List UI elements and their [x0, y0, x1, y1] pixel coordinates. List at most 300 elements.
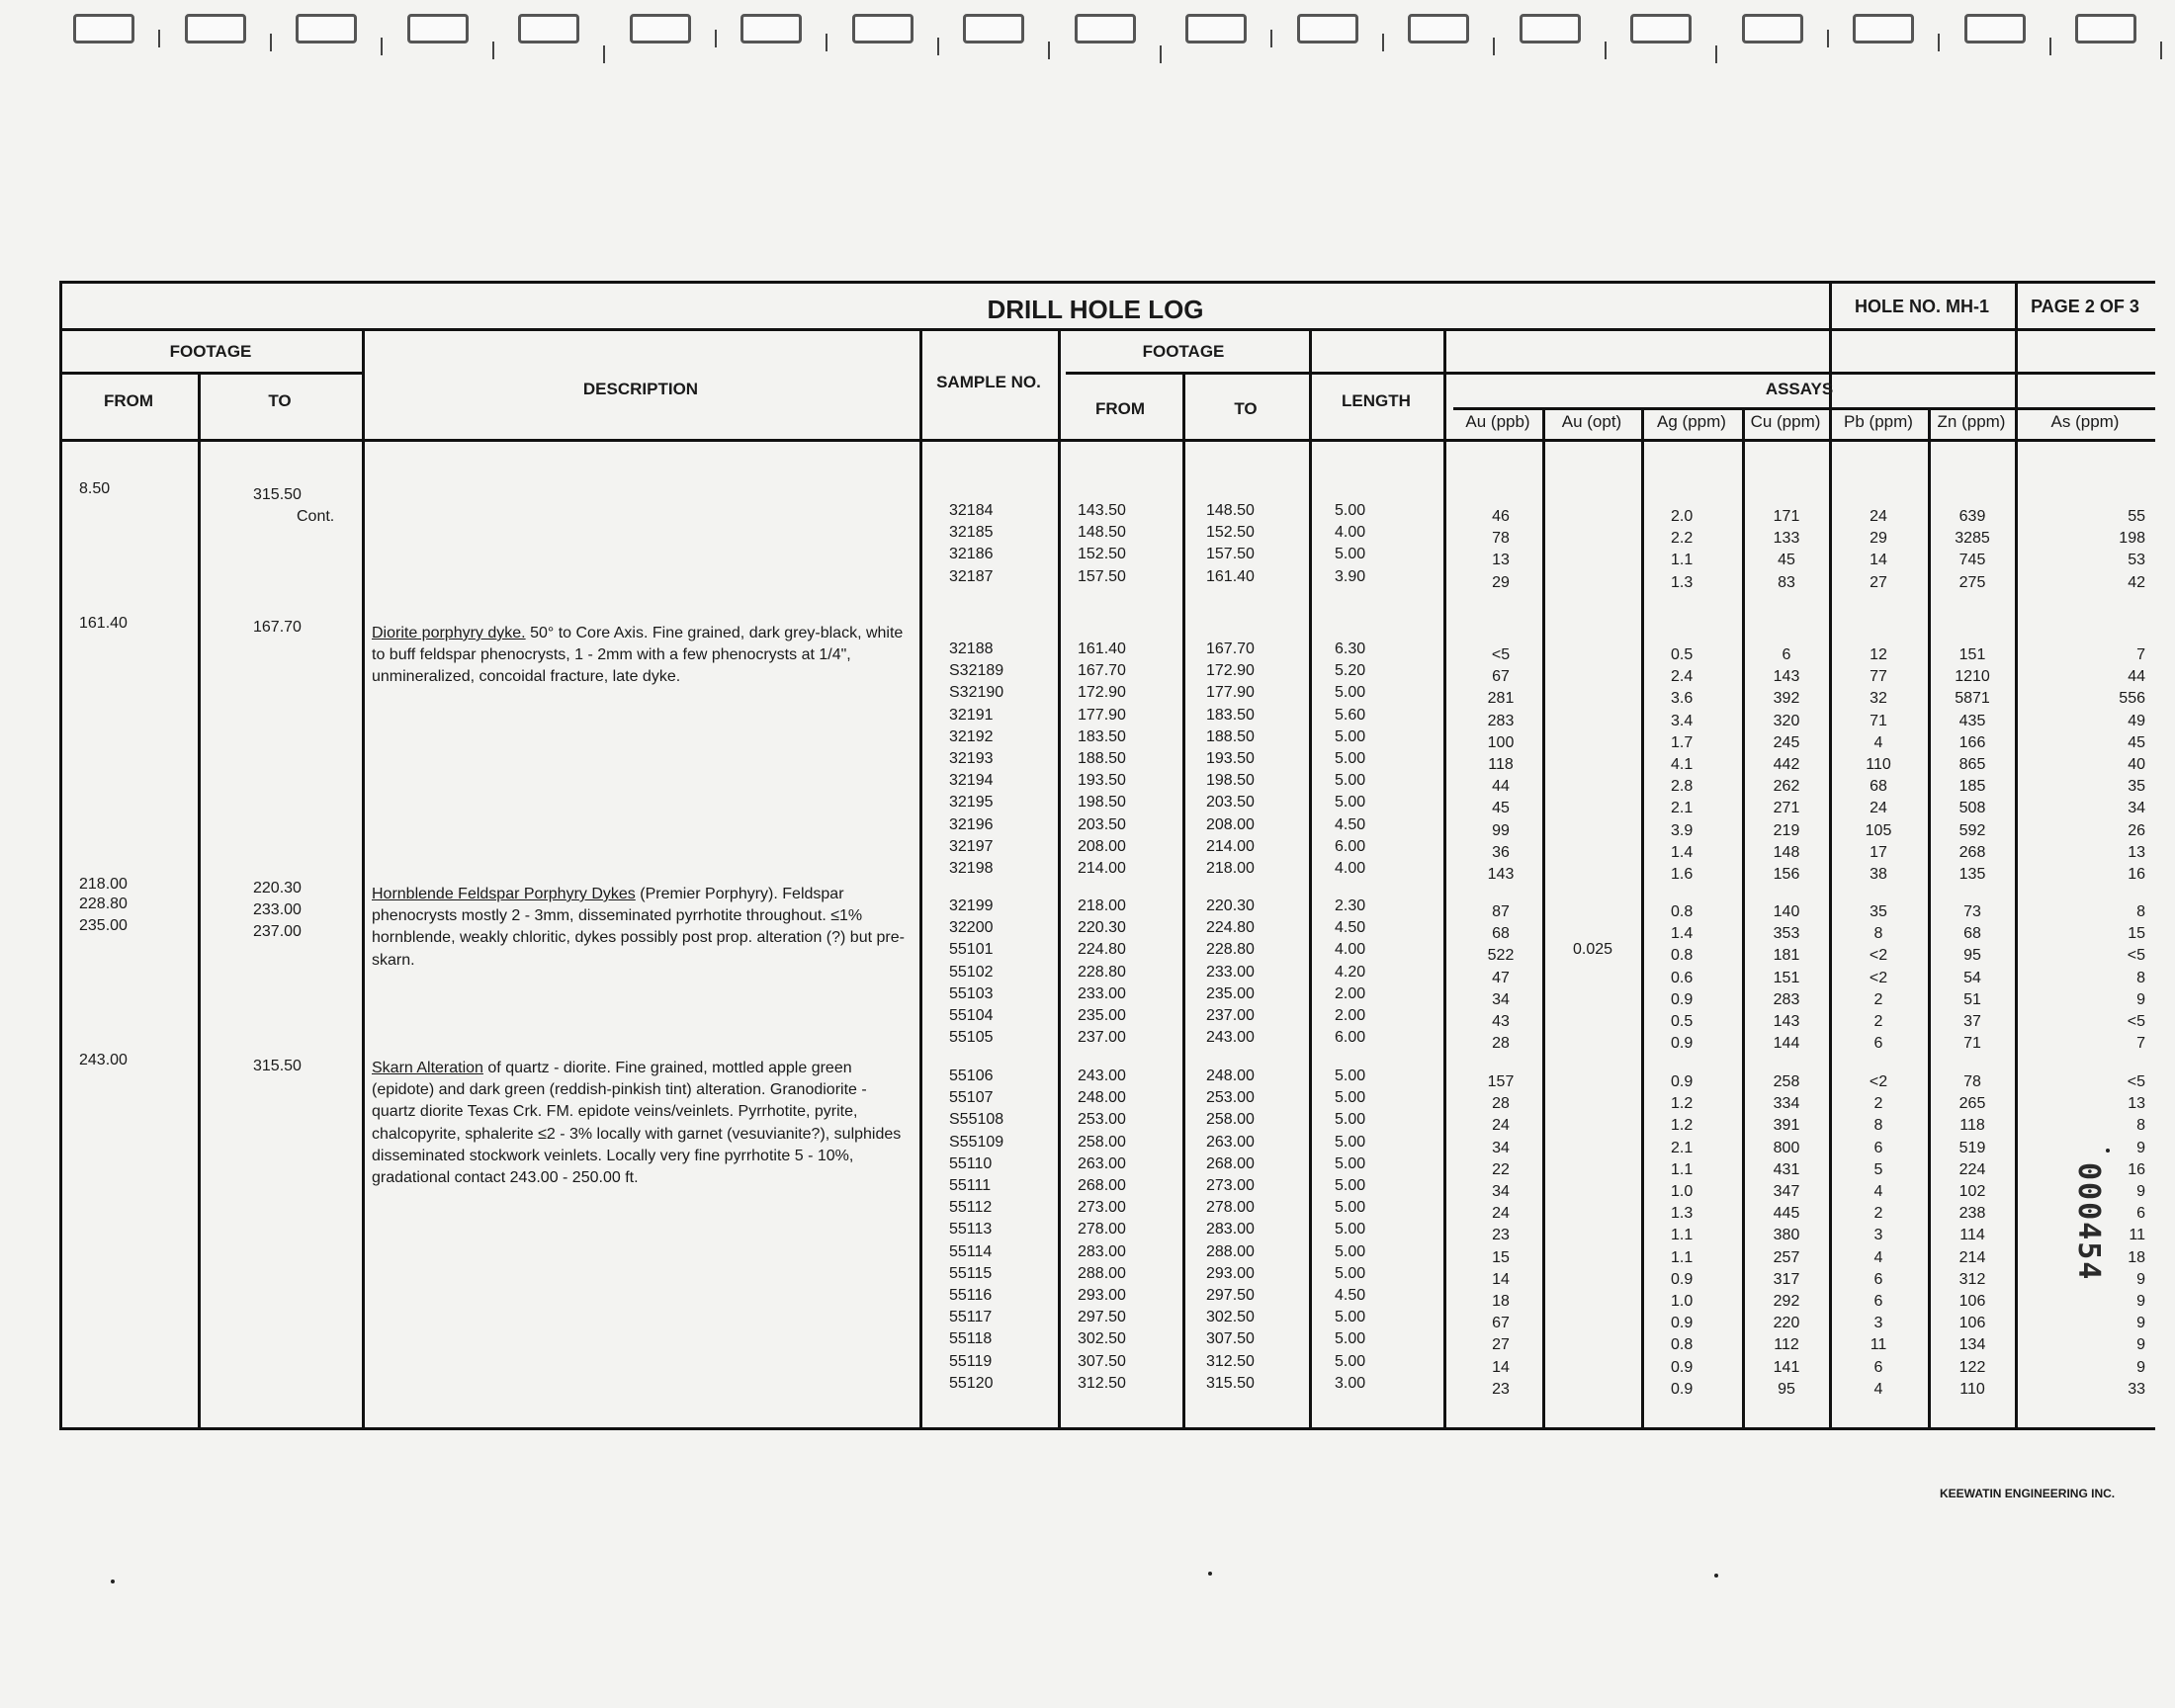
from-header: FROM [103, 391, 154, 410]
sample-as-cell: 16 [2128, 866, 2145, 883]
sample-to-cell: 258.00 [1206, 1111, 1255, 1129]
sample-as-cell: 33 [2128, 1380, 2145, 1398]
punch-hole [1630, 14, 1692, 43]
sample-len-cell: 6.30 [1335, 640, 1366, 657]
sample-cu-cell: 320 [1773, 712, 1800, 729]
sample-ag-cell: 1.4 [1671, 843, 1694, 861]
sample-to-cell: 248.00 [1206, 1068, 1255, 1084]
sample-cu-cell: 45 [1778, 552, 1795, 569]
sample-as-cell: 49 [2128, 712, 2145, 729]
sample-no-cell: 32191 [949, 706, 994, 724]
sample-no-cell: 55117 [949, 1309, 993, 1326]
cu-ppm-header: Cu (ppm) [1750, 412, 1821, 431]
sample-to-cell: 188.50 [1206, 727, 1255, 745]
sample-pb-cell: 12 [1870, 646, 1887, 663]
binder-punch-holes [0, 0, 2175, 79]
sample-no-cell: 32200 [949, 919, 994, 937]
sample-to-cell: 218.00 [1206, 860, 1255, 877]
punch-hole [1853, 14, 1914, 43]
interval-from: 8.50 [79, 480, 111, 497]
sample-ag-cell: 0.9 [1671, 1315, 1694, 1332]
sample-to-cell: 233.00 [1206, 963, 1255, 981]
sample-cu-cell: 143 [1773, 1013, 1800, 1030]
sample-no-cell: 55113 [949, 1221, 993, 1238]
sample-as-cell: 9 [2136, 1336, 2145, 1354]
sample-as-cell: 40 [2128, 756, 2145, 773]
sample-pb-cell: 27 [1870, 573, 1887, 591]
sample-as-cell: <5 [2127, 947, 2145, 965]
sample-zn-cell: 102 [1958, 1183, 1986, 1200]
sample-cu-cell: 257 [1773, 1248, 1800, 1266]
sample-au-cell: 67 [1492, 1315, 1510, 1332]
sample-au-cell: 34 [1492, 1183, 1510, 1200]
description-skarn [372, 1058, 911, 1189]
sample-no-cell: 55105 [949, 1029, 994, 1047]
sample-zn-cell: 639 [1958, 508, 1986, 525]
sample-pb-cell: 35 [1870, 903, 1887, 920]
sample-ag-cell: 0.9 [1671, 1035, 1694, 1053]
sample-au-cell: <5 [1491, 646, 1511, 663]
sample-cu-cell: 171 [1773, 508, 1800, 525]
sample-from-cell: 157.50 [1078, 567, 1126, 585]
punch-tick [1715, 45, 1717, 63]
scan-speck [1208, 1572, 1212, 1576]
sample-cu-cell: 143 [1773, 668, 1800, 686]
punch-hole [1075, 14, 1136, 43]
sample-len-cell: 3.90 [1335, 567, 1366, 585]
sample-from-cell: 220.30 [1078, 919, 1126, 937]
sample-ag-cell: 1.0 [1671, 1293, 1694, 1310]
sample-au-cell: 100 [1487, 733, 1515, 751]
sample-from-cell: 177.90 [1078, 706, 1126, 724]
sample-cu-cell: 380 [1773, 1227, 1800, 1244]
sample-ag-cell: 1.2 [1671, 1095, 1694, 1113]
sample-pb-cell: 24 [1870, 508, 1887, 525]
sample-zn-cell: 1210 [1955, 668, 1990, 686]
sample-cu-cell: 156 [1773, 866, 1800, 883]
sample-cu-cell: 133 [1773, 530, 1800, 548]
sample-to-cell: 183.50 [1206, 706, 1255, 724]
sample-as-cell: 556 [2119, 690, 2145, 708]
sample-zn-cell: 110 [1959, 1380, 1985, 1398]
sample-zn-cell: 435 [1958, 712, 1986, 729]
sample-no-cell: S55109 [949, 1133, 1004, 1151]
sample-ag-cell: 1.3 [1671, 1205, 1694, 1223]
sample-to-cell: 307.50 [1206, 1330, 1255, 1348]
sample-len-cell: 2.00 [1335, 984, 1366, 1002]
sample-from-cell: 237.00 [1078, 1029, 1126, 1047]
sample-pb-cell: 4 [1873, 733, 1883, 751]
sample-cu-cell: 271 [1773, 800, 1800, 817]
ag-ppm-header: Ag (ppm) [1657, 412, 1726, 431]
sample-len-cell: 3.00 [1335, 1374, 1366, 1392]
sample-pb-cell: 4 [1873, 1183, 1883, 1200]
sample-as-cell: 53 [2128, 552, 2145, 569]
punch-hole [852, 14, 914, 43]
sample-len-cell: 2.00 [1335, 1007, 1366, 1024]
sample-cu-cell: 334 [1773, 1095, 1800, 1113]
punch-tick [2049, 38, 2051, 55]
sample-to-cell: 148.50 [1206, 502, 1255, 519]
sample-len-cell: 5.00 [1335, 1111, 1366, 1129]
sample-pb-cell: 32 [1870, 690, 1887, 708]
sample-as-cell: 16 [2128, 1160, 2145, 1178]
sample-len-cell: 5.00 [1335, 750, 1366, 767]
scan-speck [2106, 1149, 2110, 1153]
sample-au-cell: 78 [1492, 530, 1510, 548]
sample-opt-cell: 0.025 [1572, 941, 1613, 959]
sample-from-cell: 283.00 [1078, 1242, 1126, 1260]
sample-zn-cell: 78 [1963, 1073, 1981, 1090]
sample-zn-cell: 166 [1958, 733, 1986, 751]
description-diorite [372, 623, 911, 689]
page-number: PAGE 2 OF 3 [2031, 297, 2139, 316]
sample-zn-cell: 5871 [1955, 690, 1990, 708]
interval-from: 228.80 [79, 896, 128, 912]
sample-au-cell: 13 [1492, 552, 1510, 569]
sample-au-cell: 24 [1492, 1117, 1510, 1135]
sample-no-cell: 32184 [949, 502, 994, 519]
punch-tick [1382, 34, 1384, 51]
sample-len-cell: 5.20 [1335, 662, 1366, 680]
sample-cu-cell: 292 [1773, 1293, 1800, 1310]
punch-hole [1297, 14, 1358, 43]
punch-hole [2075, 14, 2136, 43]
sample-zn-cell: 519 [1958, 1139, 1986, 1156]
sample-from-cell: 288.00 [1078, 1264, 1126, 1282]
sample-to-cell: 283.00 [1206, 1221, 1255, 1238]
punch-tick [603, 45, 605, 63]
sample-au-cell: 522 [1487, 947, 1515, 965]
punch-hole [296, 14, 357, 43]
punch-tick [1493, 38, 1495, 55]
sample-au-cell: 157 [1487, 1073, 1515, 1090]
sample-to-cell: 161.40 [1206, 567, 1255, 585]
interval-from: 243.00 [79, 1052, 128, 1068]
sample-len-cell: 4.50 [1335, 919, 1366, 937]
sample-to-cell: 214.00 [1206, 837, 1255, 855]
sample-no-cell: 55104 [949, 1007, 994, 1024]
sample-len-cell: 5.00 [1335, 1154, 1366, 1172]
sample-as-cell: 55 [2128, 508, 2145, 525]
sample-cu-cell: 283 [1773, 990, 1800, 1008]
sample-cu-cell: 83 [1778, 573, 1795, 591]
sample-au-cell: 28 [1492, 1035, 1510, 1053]
sample-from-cell: 148.50 [1078, 524, 1126, 542]
sample-no-cell: 55119 [949, 1352, 993, 1370]
sample-zn-cell: 134 [1958, 1336, 1986, 1354]
sample-to-cell: 273.00 [1206, 1177, 1255, 1194]
sample-zn-cell: 592 [1958, 821, 1986, 839]
log-title: DRILL HOLE LOG [987, 295, 1204, 324]
sample-zn-cell: 71 [1963, 1035, 1981, 1053]
sample-to-cell: 253.00 [1206, 1089, 1255, 1107]
sample-pb-cell: <2 [1869, 969, 1888, 986]
sample-no-cell: S32190 [949, 684, 1004, 702]
pb-ppm-header: Pb (ppm) [1844, 412, 1913, 431]
zn-ppm-header: Zn (ppm) [1937, 412, 2006, 431]
sample-no-cell: 32198 [949, 860, 994, 877]
sample-no-cell: 32195 [949, 794, 994, 811]
sample-len-cell: 6.00 [1335, 1029, 1366, 1047]
sample-as-cell: 11 [2129, 1227, 2145, 1244]
sample-len-cell: 5.00 [1335, 1221, 1366, 1238]
sample-no-cell: 32193 [949, 750, 994, 767]
sample-no-cell: 55112 [949, 1199, 993, 1217]
sample-cu-cell: 353 [1773, 925, 1800, 943]
sample-to-cell: 278.00 [1206, 1199, 1255, 1217]
sample-len-cell: 5.00 [1335, 1089, 1366, 1107]
sample-to-cell: 312.50 [1206, 1352, 1255, 1370]
sample-to-cell: 243.00 [1206, 1029, 1255, 1047]
interval-continued: Cont. [297, 508, 335, 525]
sample-cu-cell: 800 [1773, 1139, 1800, 1156]
sample-zn-cell: 118 [1959, 1117, 1985, 1135]
punch-tick [1048, 42, 1050, 59]
sample-to-cell: 263.00 [1206, 1133, 1255, 1151]
punch-hole [185, 14, 246, 43]
sample-zn-cell: 68 [1963, 925, 1981, 943]
sample-ag-cell: 0.9 [1671, 1270, 1694, 1288]
sample-pb-cell: 11 [1870, 1336, 1887, 1354]
punch-hole [630, 14, 691, 43]
sample-ag-cell: 3.9 [1671, 821, 1694, 839]
au-opt-header: Au (opt) [1561, 412, 1622, 431]
sample-zn-cell: 114 [1959, 1227, 1985, 1244]
sample-len-cell: 5.00 [1335, 727, 1366, 745]
sample-no-cell: 55107 [949, 1089, 994, 1107]
sample-pb-cell: 8 [1873, 1117, 1883, 1135]
sample-len-cell: 5.00 [1335, 684, 1366, 702]
punch-hole [1408, 14, 1469, 43]
punch-tick [158, 30, 160, 47]
sample-as-cell: 8 [2136, 969, 2145, 986]
sample-cu-cell: 391 [1773, 1117, 1800, 1135]
sample-zn-cell: 122 [1958, 1358, 1986, 1376]
au-ppb-header: Au (ppb) [1465, 412, 1530, 431]
sample-len-cell: 2.30 [1335, 897, 1366, 914]
sample-zn-cell: 745 [1958, 552, 1986, 569]
sample-ag-cell: 1.4 [1671, 925, 1694, 943]
sample-zn-cell: 312 [1958, 1270, 1986, 1288]
sample-pb-cell: 6 [1873, 1139, 1883, 1156]
sample-pb-cell: 68 [1870, 778, 1887, 796]
sample-len-cell: 5.00 [1335, 546, 1366, 563]
description-text: (Premier Porphyry). Feldspar phenocrysts mostly 2 - 3mm, disseminated pyrrhotite throughout. ≤1% hornblende, weakly chloritic, dykes possibly post prop. alteration (?) but pre-skarn. [372, 886, 905, 969]
sample-len-cell: 4.50 [1335, 1287, 1366, 1304]
sample-from-cell: 224.80 [1078, 941, 1126, 959]
sample-len-cell: 5.00 [1335, 502, 1366, 519]
sample-to-cell: 198.50 [1206, 772, 1255, 790]
description-heading: Hornblende Feldspar Porphyry Dykes [372, 886, 636, 902]
sample-cu-cell: 445 [1773, 1205, 1800, 1223]
sample-as-cell: 44 [2128, 668, 2145, 686]
sample-as-cell: 42 [2128, 573, 2145, 591]
sample-from-cell: 278.00 [1078, 1221, 1126, 1238]
sample-len-cell: 5.00 [1335, 1309, 1366, 1326]
sample-au-cell: 22 [1492, 1160, 1510, 1178]
sample-zn-cell: 106 [1958, 1293, 1986, 1310]
sample-zn-cell: 135 [1958, 866, 1986, 883]
sample-cu-cell: 181 [1773, 947, 1800, 965]
sample-pb-cell: 105 [1865, 821, 1892, 839]
sample-from-cell: 273.00 [1078, 1199, 1126, 1217]
sample-pb-cell: 24 [1870, 800, 1887, 817]
sample-au-cell: 283 [1487, 712, 1515, 729]
sample-to-cell: 167.70 [1206, 640, 1255, 657]
sample-zn-cell: 865 [1958, 756, 1986, 773]
sample-ag-cell: 0.9 [1671, 990, 1694, 1008]
sample-pb-cell: 29 [1870, 530, 1887, 548]
sample-zn-cell: 3285 [1955, 530, 1990, 548]
sample-to-cell: 177.90 [1206, 684, 1255, 702]
sample-to-cell: 203.50 [1206, 794, 1255, 811]
sample-ag-cell: 2.2 [1671, 530, 1694, 548]
sample-ag-cell: 1.1 [1671, 552, 1694, 569]
sample-ag-cell: 0.5 [1671, 1013, 1694, 1030]
sample-from-cell: 167.70 [1078, 662, 1126, 680]
sample-pb-cell: <2 [1869, 1073, 1888, 1090]
sample-to-cell: 297.50 [1206, 1287, 1255, 1304]
punch-tick [715, 30, 717, 47]
sample-pb-cell: 2 [1873, 1205, 1883, 1223]
punch-tick [1270, 30, 1272, 47]
sample-ag-cell: 0.9 [1671, 1380, 1694, 1398]
sample-from-cell: 193.50 [1078, 772, 1126, 790]
sample-au-cell: 14 [1492, 1270, 1510, 1288]
sample-pb-cell: <2 [1869, 947, 1888, 965]
description-heading: Skarn Alteration [372, 1060, 483, 1076]
sample-cu-cell: 442 [1773, 756, 1800, 773]
sample-no-cell: 55115 [949, 1264, 993, 1282]
description-text: 50° to Core Axis. Fine grained, dark grey-black, white to buff feldspar phenocrysts, 1 - 2mm with a few phenocrysts at 1/4", unmineralized, concoidal fracture, late dyke. [372, 625, 904, 686]
sample-zn-cell: 508 [1958, 800, 1986, 817]
sample-to-cell: 237.00 [1206, 1007, 1255, 1024]
description-heading: Diorite porphyry dyke. [372, 625, 526, 641]
sample-ag-cell: 3.4 [1671, 712, 1694, 729]
sample-from-cell: 203.50 [1078, 815, 1126, 833]
sample-zn-cell: 224 [1958, 1160, 1986, 1178]
punch-tick [826, 34, 827, 51]
sample-zn-cell: 214 [1958, 1248, 1986, 1266]
sample-pb-cell: 3 [1873, 1315, 1883, 1332]
sample-len-cell: 5.00 [1335, 794, 1366, 811]
sample-au-cell: 67 [1492, 668, 1510, 686]
sample-ag-cell: 0.8 [1671, 903, 1694, 920]
sample-as-cell: 35 [2128, 778, 2145, 796]
sample-pb-cell: 71 [1870, 712, 1887, 729]
sample-pb-cell: 6 [1873, 1270, 1883, 1288]
sample-as-cell: 18 [2128, 1248, 2145, 1266]
sample-zn-cell: 275 [1958, 573, 1986, 591]
punch-tick [1938, 34, 1940, 51]
sample-from-cell: 198.50 [1078, 794, 1126, 811]
sample-from-cell: 307.50 [1078, 1352, 1126, 1370]
punch-hole [1185, 14, 1247, 43]
sample-ag-cell: 1.1 [1671, 1248, 1694, 1266]
interval-to: 315.50 [253, 486, 302, 503]
sample-no-cell: S55108 [949, 1111, 1004, 1129]
sample-no-cell: 55110 [949, 1154, 993, 1172]
interval-to: 233.00 [253, 901, 302, 918]
punch-hole [73, 14, 134, 43]
punch-tick [270, 34, 272, 51]
sample-zn-cell: 106 [1958, 1315, 1986, 1332]
sample-cu-cell: 220 [1773, 1315, 1800, 1332]
sample-to-cell: 172.90 [1206, 662, 1255, 680]
sample-from-cell: 235.00 [1078, 1007, 1126, 1024]
punch-tick [2160, 42, 2162, 59]
sample-zn-cell: 151 [1958, 646, 1986, 663]
sample-au-cell: 143 [1487, 866, 1515, 883]
interval-from: 161.40 [79, 615, 128, 632]
description-text: of quartz - diorite. Fine grained, mottled apple green (epidote) and dark green (reddish-pinkish tint) alteration. Granodiorite - quartz diorite Texas Crk. FM. epidote veins/veinlets. Pyrrhotite, pyrite, chalcopyrite, sphalerite ≤2 - 3% locally with garnet (vesuvianite?), sulphides disseminated stockwork veinlets. Locally very fine pyrrhotite 5 - 10%, gradational contact 243.00 - 250.00 ft. [372, 1060, 902, 1187]
sample-len-cell: 5.60 [1335, 706, 1366, 724]
punch-tick [1827, 30, 1829, 47]
punch-hole [407, 14, 469, 43]
sample-au-cell: 23 [1492, 1380, 1510, 1398]
sample-ag-cell: 1.3 [1671, 573, 1694, 591]
interval-from: 235.00 [79, 917, 128, 934]
drill-hole-log-sheet [59, 281, 2155, 1427]
sample-len-cell: 5.00 [1335, 1352, 1366, 1370]
sample-from-cell: 233.00 [1078, 984, 1126, 1002]
sample-no-cell: 55114 [949, 1242, 993, 1260]
sample-ag-cell: 1.1 [1671, 1227, 1694, 1244]
sample-as-cell: 15 [2128, 925, 2145, 943]
sample-no-cell: 32186 [949, 546, 994, 563]
sample-cu-cell: 431 [1773, 1160, 1800, 1178]
sample-as-cell: 7 [2136, 646, 2145, 663]
interval-to: 220.30 [253, 880, 302, 897]
sample-to-cell: 293.00 [1206, 1264, 1255, 1282]
sample-len-cell: 5.00 [1335, 772, 1366, 790]
sample-au-cell: 118 [1488, 756, 1514, 773]
sample-from-cell: 208.00 [1078, 837, 1126, 855]
sample-pb-cell: 5 [1873, 1160, 1883, 1178]
sample-as-cell: 9 [2136, 1183, 2145, 1200]
sample-au-cell: 68 [1492, 925, 1510, 943]
sample-to-cell: 220.30 [1206, 897, 1255, 914]
sample-no-cell: 55118 [949, 1330, 993, 1348]
sample-cu-cell: 317 [1773, 1270, 1800, 1288]
sample-au-cell: 45 [1492, 800, 1510, 817]
sample-len-cell: 4.00 [1335, 860, 1366, 877]
sample-from-header: FROM [1094, 399, 1146, 418]
sample-as-cell: 9 [2136, 1315, 2145, 1332]
interval-to: 237.00 [253, 923, 302, 940]
sample-as-cell: 9 [2136, 1358, 2145, 1376]
sample-len-cell: 4.00 [1335, 524, 1366, 542]
sample-from-cell: 248.00 [1078, 1089, 1126, 1107]
sample-no-cell: 32185 [949, 524, 994, 542]
sample-from-cell: 228.80 [1078, 963, 1126, 981]
sample-from-cell: 188.50 [1078, 750, 1126, 767]
sample-as-cell: 45 [2128, 733, 2145, 751]
sample-from-cell: 293.00 [1078, 1287, 1126, 1304]
sample-zn-cell: 37 [1963, 1013, 1981, 1030]
punch-hole [518, 14, 579, 43]
sample-no-cell: 55106 [949, 1068, 994, 1084]
sample-len-cell: 5.00 [1335, 1199, 1366, 1217]
sample-no-cell: S32189 [949, 662, 1004, 680]
sample-pb-cell: 4 [1873, 1248, 1883, 1266]
sample-len-cell: 5.00 [1335, 1264, 1366, 1282]
sample-as-cell: 8 [2136, 1117, 2145, 1135]
sample-ag-cell: 2.4 [1671, 668, 1694, 686]
sample-zn-cell: 268 [1958, 843, 1986, 861]
interval-from: 218.00 [79, 876, 128, 893]
